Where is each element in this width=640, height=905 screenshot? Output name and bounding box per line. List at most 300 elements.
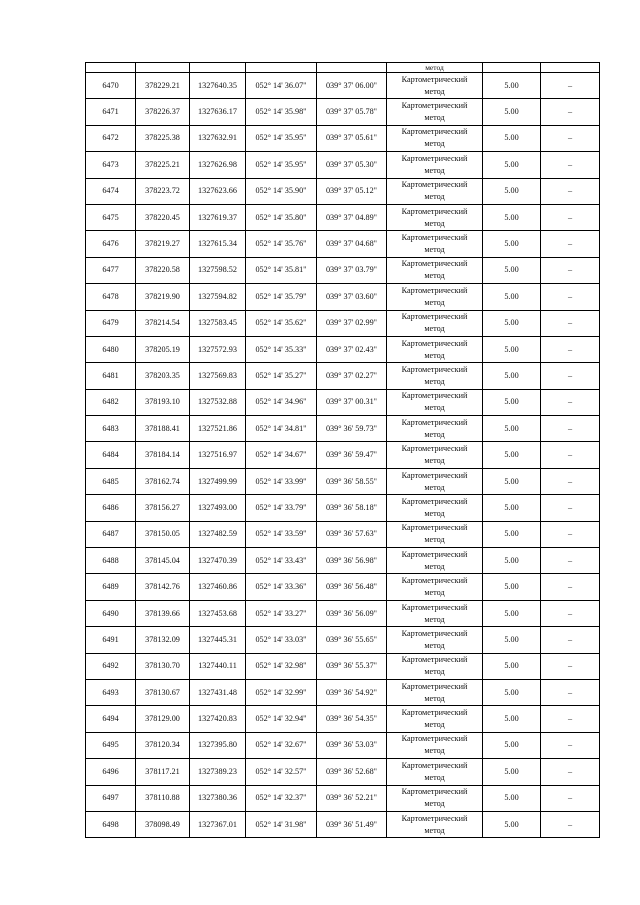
method-line-2: метод	[424, 218, 445, 228]
method-cell	[387, 284, 483, 310]
method-line-1: Картометрический	[401, 312, 468, 322]
method-line-2: метод	[424, 113, 445, 123]
latitude-cell: 052° 14' 31.98"	[246, 811, 317, 837]
x-coordinate-cell: 378188.41	[136, 416, 190, 442]
longitude-cell: 039° 36' 59.73"	[317, 416, 387, 442]
y-coordinate-cell: 1327453.68	[190, 600, 246, 626]
longitude-cell: 039° 37' 02.43"	[317, 336, 387, 362]
method-cell	[387, 152, 483, 178]
table-row	[86, 732, 600, 758]
note-cell: –	[541, 495, 600, 521]
accuracy-cell: 5.00	[483, 284, 541, 310]
x-coordinate-cell: 378223.72	[136, 178, 190, 204]
method-line-2: метод	[424, 535, 445, 545]
y-coordinate-cell: 1327431.48	[190, 679, 246, 705]
method-line-1: Картометрический	[401, 549, 468, 559]
longitude-cell: 039° 37' 04.68"	[317, 231, 387, 257]
table-row	[86, 284, 600, 310]
x-coordinate-cell: 378226.37	[136, 99, 190, 125]
method-line-2: метод	[424, 403, 445, 413]
x-coordinate-cell: 378203.35	[136, 363, 190, 389]
table-row	[86, 178, 600, 204]
method-cell	[387, 759, 483, 785]
x-coordinate-cell: 378139.66	[136, 600, 190, 626]
longitude-cell: 039° 36' 57.63"	[317, 521, 387, 547]
table-body	[86, 63, 600, 838]
x-coordinate-cell: 378098.49	[136, 811, 190, 837]
note-cell: –	[541, 310, 600, 336]
longitude-cell: 039° 37' 02.27"	[317, 363, 387, 389]
accuracy-cell: 5.00	[483, 548, 541, 574]
latitude-cell: 052° 14' 32.37"	[246, 785, 317, 811]
method-cell	[387, 178, 483, 204]
x-coordinate-cell: 378110.88	[136, 785, 190, 811]
method-cell	[387, 336, 483, 362]
note-cell: –	[541, 706, 600, 732]
method-line-1: Картометрический	[401, 417, 468, 427]
note-cell: –	[541, 811, 600, 837]
method-line-2: метод	[424, 588, 445, 598]
x-coordinate-cell: 378220.45	[136, 204, 190, 230]
method-line-1: Картометрический	[401, 787, 468, 797]
note-cell: –	[541, 574, 600, 600]
point-number-cell: 6486	[86, 495, 136, 521]
latitude-cell: 052° 14' 35.80"	[246, 204, 317, 230]
accuracy-cell: 5.00	[483, 257, 541, 283]
longitude-cell: 039° 36' 55.65"	[317, 627, 387, 653]
method-line-1: Картометрический	[401, 813, 468, 823]
longitude-cell: 039° 37' 05.61"	[317, 125, 387, 151]
longitude-cell: 039° 37' 06.00"	[317, 73, 387, 99]
latitude-cell: 052° 14' 33.59"	[246, 521, 317, 547]
longitude-cell: 039° 36' 56.48"	[317, 574, 387, 600]
y-coordinate-cell: 1327636.17	[190, 99, 246, 125]
table-row	[86, 152, 600, 178]
x-coordinate-cell: 378130.70	[136, 653, 190, 679]
table-row	[86, 99, 600, 125]
note-cell: –	[541, 178, 600, 204]
x-coordinate-cell: 378129.00	[136, 706, 190, 732]
method-line-2: метод	[424, 667, 445, 677]
note-cell: –	[541, 442, 600, 468]
latitude-cell: 052° 14' 32.99"	[246, 679, 317, 705]
method-line-1: Картометрический	[401, 101, 468, 111]
point-number-cell: 6498	[86, 811, 136, 837]
note-cell: –	[541, 152, 600, 178]
note-cell: –	[541, 231, 600, 257]
method-line-2: метод	[424, 508, 445, 518]
point-number-cell: 6492	[86, 653, 136, 679]
y-coordinate-cell: 1327632.91	[190, 125, 246, 151]
latitude-cell: 052° 14' 35.95"	[246, 152, 317, 178]
method-cell: метод	[387, 63, 483, 73]
y-coordinate-cell: 1327572.93	[190, 336, 246, 362]
longitude-cell: 039° 36' 51.49"	[317, 811, 387, 837]
method-cell	[387, 521, 483, 547]
point-number-cell: 6471	[86, 99, 136, 125]
method-line-2: метод	[424, 139, 445, 149]
x-coordinate-cell: 378184.14	[136, 442, 190, 468]
method-cell	[387, 706, 483, 732]
accuracy-cell: 5.00	[483, 679, 541, 705]
accuracy-cell: 5.00	[483, 442, 541, 468]
method-line-2: метод	[424, 825, 445, 835]
table-row	[86, 363, 600, 389]
method-line-1: Картометрический	[401, 364, 468, 374]
method-line-2: метод	[424, 165, 445, 175]
table-row	[86, 679, 600, 705]
point-number-cell: 6497	[86, 785, 136, 811]
method-line-2: метод	[424, 482, 445, 492]
longitude-cell: 039° 36' 58.55"	[317, 468, 387, 494]
x-coordinate-cell: 378145.04	[136, 548, 190, 574]
method-cell	[387, 574, 483, 600]
accuracy-cell: 5.00	[483, 627, 541, 653]
y-coordinate-cell: 1327395.80	[190, 732, 246, 758]
latitude-cell: 052° 14' 33.43"	[246, 548, 317, 574]
method-line-1: Картометрический	[401, 760, 468, 770]
table-row	[86, 785, 600, 811]
note-cell: –	[541, 548, 600, 574]
longitude-cell: 039° 36' 52.21"	[317, 785, 387, 811]
point-number-cell: 6494	[86, 706, 136, 732]
x-coordinate-cell: 378220.58	[136, 257, 190, 283]
point-number-cell: 6482	[86, 389, 136, 415]
accuracy-cell: 5.00	[483, 521, 541, 547]
latitude-cell: 052° 14' 33.27"	[246, 600, 317, 626]
latitude-cell: 052° 14' 32.57"	[246, 759, 317, 785]
method-cell	[387, 600, 483, 626]
latitude-cell: 052° 14' 35.90"	[246, 178, 317, 204]
y-coordinate-cell: 1327521.86	[190, 416, 246, 442]
method-line-2: метод	[424, 297, 445, 307]
longitude-cell: 039° 37' 04.89"	[317, 204, 387, 230]
accuracy-cell: 5.00	[483, 732, 541, 758]
accuracy-cell: 5.00	[483, 310, 541, 336]
y-coordinate-cell: 1327493.00	[190, 495, 246, 521]
table-cell	[317, 63, 387, 73]
point-number-cell: 6479	[86, 310, 136, 336]
point-number-cell: 6480	[86, 336, 136, 362]
method-cell	[387, 204, 483, 230]
accuracy-cell: 5.00	[483, 152, 541, 178]
table-row	[86, 336, 600, 362]
latitude-cell: 052° 14' 35.62"	[246, 310, 317, 336]
method-line-1: Картометрический	[401, 259, 468, 269]
method-line-2: метод	[424, 799, 445, 809]
table-row	[86, 73, 600, 99]
accuracy-cell: 5.00	[483, 574, 541, 600]
method-line-1: Картометрический	[401, 444, 468, 454]
note-cell: –	[541, 732, 600, 758]
method-cell	[387, 310, 483, 336]
table-cell	[86, 63, 136, 73]
method-cell	[387, 495, 483, 521]
method-cell	[387, 125, 483, 151]
note-cell: –	[541, 389, 600, 415]
longitude-cell: 039° 37' 00.31"	[317, 389, 387, 415]
latitude-cell: 052° 14' 33.03"	[246, 627, 317, 653]
x-coordinate-cell: 378219.90	[136, 284, 190, 310]
x-coordinate-cell: 378142.76	[136, 574, 190, 600]
method-line-1: Картометрический	[401, 576, 468, 586]
method-line-1: Картометрический	[401, 470, 468, 480]
point-number-cell: 6478	[86, 284, 136, 310]
latitude-cell: 052° 14' 34.81"	[246, 416, 317, 442]
accuracy-cell: 5.00	[483, 706, 541, 732]
method-line-1: Картометрический	[401, 391, 468, 401]
note-cell: –	[541, 468, 600, 494]
y-coordinate-cell: 1327482.59	[190, 521, 246, 547]
note-cell: –	[541, 759, 600, 785]
method-line-2: метод	[424, 350, 445, 360]
note-cell: –	[541, 521, 600, 547]
latitude-cell: 052° 14' 36.07"	[246, 73, 317, 99]
point-number-cell: 6489	[86, 574, 136, 600]
longitude-cell: 039° 37' 05.12"	[317, 178, 387, 204]
method-line-1: Картометрический	[401, 734, 468, 744]
latitude-cell: 052° 14' 34.96"	[246, 389, 317, 415]
y-coordinate-cell: 1327367.01	[190, 811, 246, 837]
table-row	[86, 389, 600, 415]
point-number-cell: 6473	[86, 152, 136, 178]
table-row	[86, 653, 600, 679]
method-line-1: Картометрический	[401, 74, 468, 84]
y-coordinate-cell: 1327440.11	[190, 653, 246, 679]
method-line-2: метод	[424, 640, 445, 650]
y-coordinate-cell: 1327626.98	[190, 152, 246, 178]
longitude-cell: 039° 36' 54.92"	[317, 679, 387, 705]
table-row	[86, 548, 600, 574]
method-line-2: метод	[424, 456, 445, 466]
method-line-1: Картометрический	[401, 655, 468, 665]
method-line-2: метод	[424, 245, 445, 255]
latitude-cell: 052° 14' 35.95"	[246, 125, 317, 151]
longitude-cell: 039° 36' 54.35"	[317, 706, 387, 732]
method-line-1: Картометрический	[401, 338, 468, 348]
method-cell	[387, 811, 483, 837]
table-row	[86, 442, 600, 468]
table-cell	[190, 63, 246, 73]
point-number-cell: 6474	[86, 178, 136, 204]
method-line-2: метод	[424, 561, 445, 571]
x-coordinate-cell: 378130.67	[136, 679, 190, 705]
table-row	[86, 600, 600, 626]
longitude-cell: 039° 37' 05.30"	[317, 152, 387, 178]
y-coordinate-cell: 1327640.35	[190, 73, 246, 99]
y-coordinate-cell: 1327470.39	[190, 548, 246, 574]
method-cell	[387, 99, 483, 125]
latitude-cell: 052° 14' 32.98"	[246, 653, 317, 679]
x-coordinate-cell: 378205.19	[136, 336, 190, 362]
accuracy-cell: 5.00	[483, 468, 541, 494]
accuracy-cell: 5.00	[483, 495, 541, 521]
method-cell	[387, 363, 483, 389]
y-coordinate-cell: 1327623.66	[190, 178, 246, 204]
method-cell	[387, 732, 483, 758]
method-line-2: метод	[424, 324, 445, 334]
point-number-cell: 6470	[86, 73, 136, 99]
note-cell: –	[541, 785, 600, 811]
latitude-cell: 052° 14' 35.81"	[246, 257, 317, 283]
method-cell	[387, 231, 483, 257]
method-cell	[387, 653, 483, 679]
method-cell	[387, 257, 483, 283]
x-coordinate-cell: 378214.54	[136, 310, 190, 336]
table-row	[86, 204, 600, 230]
method-line-1: Картометрический	[401, 628, 468, 638]
latitude-cell: 052° 14' 35.79"	[246, 284, 317, 310]
y-coordinate-cell: 1327516.97	[190, 442, 246, 468]
y-coordinate-cell: 1327445.31	[190, 627, 246, 653]
method-line-1: Картометрический	[401, 233, 468, 243]
method-line-1: Картометрический	[401, 206, 468, 216]
method-line-2: метод	[424, 271, 445, 281]
method-line-1: Картометрический	[401, 127, 468, 137]
method-line-2: метод	[424, 192, 445, 202]
y-coordinate-cell: 1327389.23	[190, 759, 246, 785]
latitude-cell: 052° 14' 33.79"	[246, 495, 317, 521]
note-cell: –	[541, 600, 600, 626]
longitude-cell: 039° 37' 05.78"	[317, 99, 387, 125]
x-coordinate-cell: 378229.21	[136, 73, 190, 99]
x-coordinate-cell: 378162.74	[136, 468, 190, 494]
method-line-2: метод	[424, 693, 445, 703]
note-cell: –	[541, 204, 600, 230]
note-cell: –	[541, 125, 600, 151]
table-row	[86, 257, 600, 283]
table-row	[86, 811, 600, 837]
y-coordinate-cell: 1327615.34	[190, 231, 246, 257]
table-cell	[246, 63, 317, 73]
x-coordinate-cell: 378150.05	[136, 521, 190, 547]
x-coordinate-cell: 378219.27	[136, 231, 190, 257]
method-cell	[387, 785, 483, 811]
accuracy-cell: 5.00	[483, 811, 541, 837]
point-number-cell: 6493	[86, 679, 136, 705]
note-cell: –	[541, 73, 600, 99]
longitude-cell: 039° 36' 59.47"	[317, 442, 387, 468]
y-coordinate-cell: 1327499.99	[190, 468, 246, 494]
point-number-cell: 6481	[86, 363, 136, 389]
latitude-cell: 052° 14' 35.98"	[246, 99, 317, 125]
point-number-cell: 6475	[86, 204, 136, 230]
table-row	[86, 416, 600, 442]
table-row	[86, 310, 600, 336]
method-cell	[387, 73, 483, 99]
table-row	[86, 231, 600, 257]
method-line-1: Картометрический	[401, 681, 468, 691]
longitude-cell: 039° 36' 53.03"	[317, 732, 387, 758]
point-number-cell: 6487	[86, 521, 136, 547]
accuracy-cell: 5.00	[483, 178, 541, 204]
x-coordinate-cell: 378117.21	[136, 759, 190, 785]
y-coordinate-cell: 1327380.36	[190, 785, 246, 811]
longitude-cell: 039° 37' 02.99"	[317, 310, 387, 336]
method-line-2: метод	[424, 720, 445, 730]
method-cell	[387, 627, 483, 653]
accuracy-cell: 5.00	[483, 73, 541, 99]
method-line-1: Картометрический	[401, 285, 468, 295]
accuracy-cell: 5.00	[483, 204, 541, 230]
accuracy-cell: 5.00	[483, 336, 541, 362]
x-coordinate-cell: 378193.10	[136, 389, 190, 415]
table-row	[86, 468, 600, 494]
method-line-2: метод	[424, 614, 445, 624]
point-number-cell: 6477	[86, 257, 136, 283]
method-line-1: Картометрический	[401, 496, 468, 506]
longitude-cell: 039° 36' 56.98"	[317, 548, 387, 574]
table-row	[86, 627, 600, 653]
note-cell: –	[541, 257, 600, 283]
accuracy-cell: 5.00	[483, 785, 541, 811]
note-cell: –	[541, 416, 600, 442]
longitude-cell: 039° 36' 56.09"	[317, 600, 387, 626]
note-cell: –	[541, 627, 600, 653]
table-cell	[541, 63, 600, 73]
accuracy-cell: 5.00	[483, 416, 541, 442]
table-row	[86, 759, 600, 785]
note-cell: –	[541, 336, 600, 362]
method-cell	[387, 389, 483, 415]
y-coordinate-cell: 1327598.52	[190, 257, 246, 283]
method-cell	[387, 442, 483, 468]
table-row	[86, 495, 600, 521]
point-number-cell: 6485	[86, 468, 136, 494]
latitude-cell: 052° 14' 33.36"	[246, 574, 317, 600]
note-cell: –	[541, 99, 600, 125]
accuracy-cell: 5.00	[483, 231, 541, 257]
accuracy-cell: 5.00	[483, 125, 541, 151]
latitude-cell: 052° 14' 35.33"	[246, 336, 317, 362]
table-row	[86, 521, 600, 547]
y-coordinate-cell: 1327532.88	[190, 389, 246, 415]
longitude-cell: 039° 36' 55.37"	[317, 653, 387, 679]
longitude-cell: 039° 36' 52.68"	[317, 759, 387, 785]
table-row	[86, 125, 600, 151]
accuracy-cell: 5.00	[483, 99, 541, 125]
y-coordinate-cell: 1327583.45	[190, 310, 246, 336]
longitude-cell: 039° 36' 58.18"	[317, 495, 387, 521]
longitude-cell: 039° 37' 03.79"	[317, 257, 387, 283]
continuation-row	[86, 63, 600, 73]
y-coordinate-cell: 1327569.83	[190, 363, 246, 389]
method-cell	[387, 416, 483, 442]
x-coordinate-cell: 378225.21	[136, 152, 190, 178]
point-number-cell: 6472	[86, 125, 136, 151]
latitude-cell: 052° 14' 32.94"	[246, 706, 317, 732]
method-line-1: Картометрический	[401, 708, 468, 718]
accuracy-cell: 5.00	[483, 759, 541, 785]
x-coordinate-cell: 378120.34	[136, 732, 190, 758]
note-cell: –	[541, 284, 600, 310]
point-number-cell: 6488	[86, 548, 136, 574]
y-coordinate-cell: 1327420.83	[190, 706, 246, 732]
point-number-cell: 6495	[86, 732, 136, 758]
x-coordinate-cell: 378225.38	[136, 125, 190, 151]
method-line-1: Картометрический	[401, 602, 468, 612]
latitude-cell: 052° 14' 35.27"	[246, 363, 317, 389]
method-line-2: метод	[424, 86, 445, 96]
x-coordinate-cell: 378132.09	[136, 627, 190, 653]
method-line-1: Картометрический	[401, 523, 468, 533]
method-line-2: метод	[424, 772, 445, 782]
y-coordinate-cell: 1327619.37	[190, 204, 246, 230]
note-cell: –	[541, 679, 600, 705]
note-cell: –	[541, 363, 600, 389]
y-coordinate-cell: 1327460.86	[190, 574, 246, 600]
latitude-cell: 052° 14' 34.67"	[246, 442, 317, 468]
